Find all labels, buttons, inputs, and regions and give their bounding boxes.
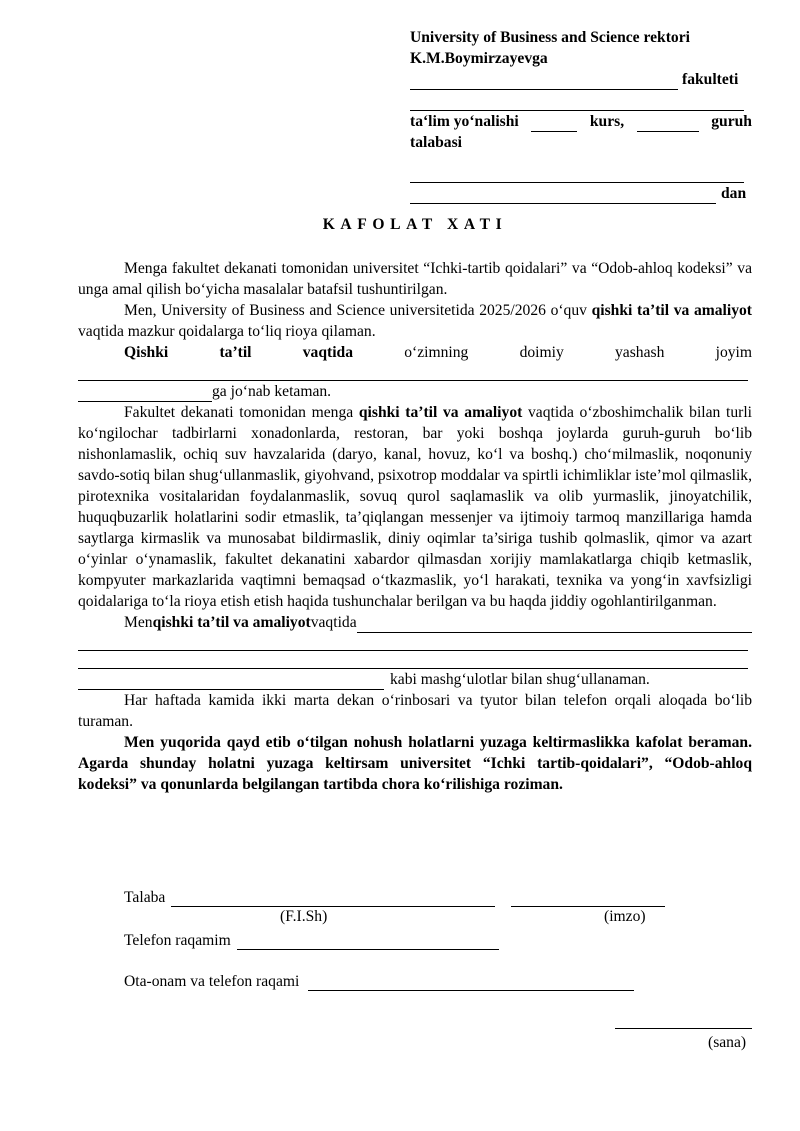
document-title: KAFOLAT XATI: [322, 216, 508, 233]
student-name-line: [410, 162, 752, 183]
student-label: talabasi: [410, 134, 462, 151]
letter-body: [78, 258, 752, 795]
paragraph-6: Har haftada kamida ikki marta dekan o‘rinbosari va tyutor bilan telefon orqali aloqada bo‘lib turaman.: [78, 692, 752, 730]
faculty-blank[interactable]: [410, 74, 678, 90]
name-caption: (F.I.Sh): [280, 908, 328, 925]
direction-label: ta‘lim yo‘nalishi: [410, 113, 519, 130]
residence-blank-2[interactable]: [78, 386, 212, 402]
direction-line: [410, 111, 752, 132]
student-name-field[interactable]: [171, 891, 495, 907]
residence-blank[interactable]: [78, 363, 748, 381]
parents-field[interactable]: [308, 975, 634, 991]
paragraph-5-end: kabi mashg‘ulotlar bilan shug‘ullanaman.: [78, 669, 752, 690]
guarantee-letter-page: [78, 0, 752, 1131]
student-sign-field[interactable]: [511, 891, 665, 907]
student-sign-label: Talaba: [124, 889, 166, 906]
faculty-extra-blank[interactable]: [410, 95, 744, 111]
from-label: dan: [721, 185, 747, 202]
paragraph-3-first-line: Qishki ta’til vaqtida o‘zimning doimiy yashash joyim: [124, 344, 752, 361]
date-caption: (sana): [708, 1034, 747, 1051]
faculty-extra-line: [410, 90, 752, 111]
addressee-block: [410, 27, 752, 204]
rector-name: K.M.Boymirzayevga: [410, 50, 548, 67]
activities-blank-4[interactable]: [78, 674, 384, 690]
phone-row: [78, 929, 752, 950]
paragraph-5-first-line: Men qishki ta’til va amaliyot vaqtida: [78, 612, 752, 633]
parents-row: [78, 970, 752, 991]
paragraph-3-end: ga jo‘nab ketaman.: [78, 381, 752, 402]
faculty-line: [410, 69, 752, 90]
paragraph-7: Men yuqorida qayd etib o‘tilgan nohush holatlarni yuzaga keltirmaslikka kafolat beraman. Agarda shunday holatni yuzaga keltirsam universitet “Ichki tartib-qoidalari”, “Odob-ahloq kodeksi” va qonunlarda belgilangan tartibda chora ko‘rilishiga roziman.: [78, 734, 752, 793]
from-line: [410, 183, 752, 204]
student-name-blank[interactable]: [410, 167, 744, 183]
from-blank[interactable]: [410, 188, 716, 204]
sign-caption: (imzo): [604, 908, 646, 925]
rector-line: University of Business and Science rektori: [410, 29, 690, 46]
activities-blank[interactable]: [357, 617, 752, 633]
group-label: guruh: [711, 113, 752, 130]
course-label: kurs,: [589, 113, 625, 130]
parents-label: Ota-onam va telefon raqami: [124, 973, 300, 990]
paragraph-4: Fakultet dekanati tomonidan menga qishki ta’til va amaliyot vaqtida o‘zboshimchalik bilan turli ko‘ngilochar tadbirlarni xonadonlarda, restoran, bar yoki boshqa joylarda guruh-guruh bo‘lib nishonlamaslik, ochiq suv havzalarida (daryo, kanal, hovuz, ko‘l va boshq.) cho‘milmaslik, noqonuniy savdo-sotiq bilan shug‘ullanmaslik, giyohvand, psixotrop moddalar va spirtli ichimliklar iste’mol qilmaslik, pirotexnika vositalaridan foydalanmaslik, sovuq qurol saqlamaslik va olib yurmaslik, jinoyatchilik, huquqbuzarlik holatlarini sodir etmaslik, ta’qiqlangan messenjer va ijtimoiy tarmoq manzillariga hamda saytlarga kirmaslik va munosabat bildirmaslik, diniy oqimlar ta’siriga tushib qolmaslik, qimor va azart o‘yinlar o‘ynamaslik, fakultet dekanatini xabardor qilmasdan xorijiy mamlakatlarga chiqib ketmaslik, kompyuter markazlarida vaqtimni bemaqsad o‘tkazmaslik, yo‘l harakati, texnika va yong‘in xavfsizligi qoidalariga to‘la rioya etish etish haqida tushunchalar berilgan va bu haqda jiddiy ogohlantirilganman.: [78, 404, 752, 610]
direction-blank[interactable]: [531, 116, 577, 132]
date-field[interactable]: [615, 1013, 752, 1029]
paragraph-2: Men, University of Business and Science universitetida 2025/2026 o‘quv qishki ta’til va amaliyot vaqtida mazkur qoidalarga to‘liq rioya qilaman.: [78, 302, 752, 340]
student-signature-row: [78, 886, 752, 907]
phone-label: Telefon raqamim: [124, 932, 231, 949]
course-blank[interactable]: [637, 116, 699, 132]
activities-blank-3[interactable]: [78, 651, 748, 669]
activities-blank-2[interactable]: [78, 633, 748, 651]
faculty-label: fakulteti: [682, 71, 739, 88]
phone-field[interactable]: [237, 934, 499, 950]
paragraph-1: Menga fakultet dekanati tomonidan universitet “Ichki-tartib qoidalari” va “Odob-ahloq kodeksi” va unga amal qilish bo‘yicha masalalar batafsil tushuntirilgan.: [78, 260, 752, 298]
